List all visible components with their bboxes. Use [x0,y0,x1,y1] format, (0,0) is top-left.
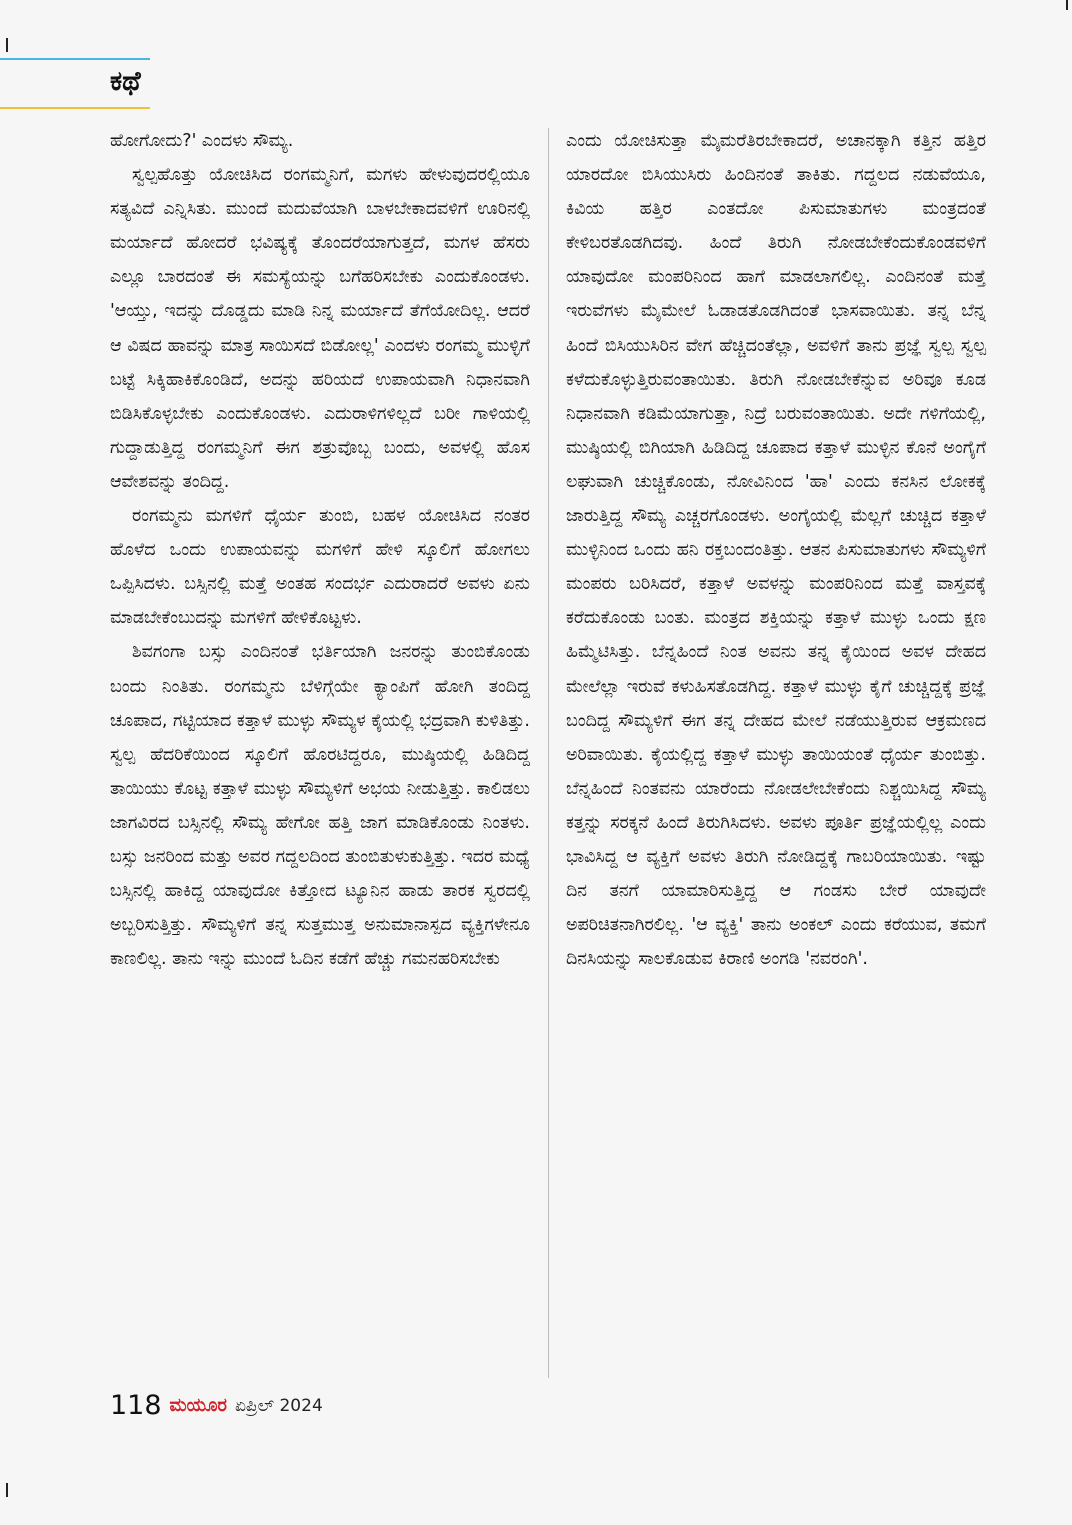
paragraph: ಸ್ವಲ್ಪಹೊತ್ತು ಯೋಚಿಸಿದ ರಂಗಮ್ಮನಿಗೆ, ಮಗಳು ಹೇಳುವುದರಲ್ಲಿಯೂ ಸತ್ಯವಿದೆ ಎನ್ನಿಸಿತು. ಮುಂದೆ ಮದುವೆಯಾಗಿ ಬಾಳಬೇಕಾದವಳಿಗೆ ಊರಿನಲ್ಲಿ ಮರ್ಯಾದೆ ಹೋದರೆ ಭವಿಷ್ಯಕ್ಕೆ ತೊಂದರೆಯಾಗುತ್ತದೆ, ಮಗಳ ಹೆಸರು ಎಲ್ಲೂ ಬಾರದಂತೆ ಈ ಸಮಸ್ಯೆಯನ್ನು ಬಗೆಹರಿಸಬೇಕು ಎಂದುಕೊಂಡಳು. 'ಆಯ್ತು, ಇದನ್ನು ದೊಡ್ಡದು ಮಾಡಿ ನಿನ್ನ ಮರ್ಯಾದೆ ತೆಗೆಯೋದಿಲ್ಲ. ಆದರೆ ಆ ವಿಷದ ಹಾವನ್ನು ಮಾತ್ರ ಸಾಯಿಸದೆ ಬಿಡೋಲ್ಲ' ಎಂದಳು ರಂಗಮ್ಮ ಮುಳ್ಳಿಗೆ ಬಟ್ಟೆ ಸಿಕ್ಕಿಹಾಕಿಕೊಂಡಿದೆ, ಅದನ್ನು ಹರಿಯದೆ ಉಪಾಯವಾಗಿ ನಿಧಾನವಾಗಿ ಬಿಡಿಸಿಕೊಳ್ಳಬೇಕು ಎಂದುಕೊಂಡಳು. ಎದುರಾಳಿಗಳಿಲ್ಲದೆ ಬರೀ ಗಾಳಿಯಲ್ಲಿ ಗುದ್ದಾಡುತ್ತಿದ್ದ ರಂಗಮ್ಮನಿಗೆ ಈಗ ಶತ್ರುವೊಬ್ಬ ಬಂದು, ಅವಳಲ್ಲಿ ಹೊಸ ಆವೇಶವನ್ನು ತಂದಿದ್ದ. [110,165,530,492]
section-header [0,58,150,110]
section-rule-top [0,58,150,60]
issue-date: ಏಪ್ರಿಲ್ 2024 [234,1395,323,1416]
crop-mark [6,38,8,52]
page-number: 118 [110,1390,162,1421]
paragraph: ಶಿವಗಂಗಾ ಬಸ್ಸು ಎಂದಿನಂತೆ ಭರ್ತಿಯಾಗಿ ಜನರನ್ನು ತುಂಬಿಕೊಂಡು ಬಂದು ನಿಂತಿತು. ರಂಗಮ್ಮನು ಬೆಳಿಗ್ಗೆಯೇ ಕ್ಯಾಂಪಿಗೆ ಹೋಗಿ ತಂದಿದ್ದ ಚೂಪಾದ, ಗಟ್ಟಿಯಾದ ಕತ್ತಾಳೆ ಮುಳ್ಳು ಸೌಮ್ಯಳ ಕೈಯಲ್ಲಿ ಭದ್ರವಾಗಿ ಕುಳಿತಿತ್ತು. ಸ್ವಲ್ಪ ಹೆದರಿಕೆಯಿಂದ ಸ್ಕೂಲಿಗೆ ಹೊರಟಿದ್ದರೂ, ಮುಷ್ಠಿಯಲ್ಲಿ ಹಿಡಿದಿದ್ದ ತಾಯಿಯು ಕೊಟ್ಟ ಕತ್ತಾಳೆ ಮುಳ್ಳು ಸೌಮ್ಯಳಿಗೆ ಅಭಯ ನೀಡುತ್ತಿತ್ತು. ಕಾಲಿಡಲು ಜಾಗವಿರದ ಬಸ್ಸಿನಲ್ಲಿ ಸೌಮ್ಯ ಹೇಗೋ ಹತ್ತಿ ಜಾಗ ಮಾಡಿಕೊಂಡು ನಿಂತಳು. ಬಸ್ಸು ಜನರಿಂದ ಮತ್ತು ಅವರ ಗದ್ದಲದಿಂದ ತುಂಬಿತುಳುಕುತ್ತಿತ್ತು. ಇದರ ಮಧ್ಯೆ ಬಸ್ಸಿನಲ್ಲಿ ಹಾಕಿದ್ದ ಯಾವುದೋ ಕಿತ್ತೋದ ಟ್ಯೂನಿನ ಹಾಡು ತಾರಕ ಸ್ವರದಲ್ಲಿ ಅಬ್ಬರಿಸುತ್ತಿತ್ತು. ಸೌಮ್ಯಳಿಗೆ ತನ್ನ ಸುತ್ತಮುತ್ತ ಅನುಮಾನಾಸ್ಪದ ವ್ಯಕ್ತಿಗಳೇನೂ ಕಾಣಲಿಲ್ಲ. ತಾನು ಇನ್ನು ಮುಂದೆ ಓದಿನ ಕಡೆಗೆ ಹೆಚ್ಚು ಗಮನಹರಿಸಬೇಕು [110,642,530,970]
paragraph: ಎಂದು ಯೋಚಿಸುತ್ತಾ ಮೈಮರೆತಿರಬೇಕಾದರೆ, ಅಚಾನಕ್ಕಾಗಿ ಕತ್ತಿನ ಹತ್ತಿರ ಯಾರದೋ ಬಿಸಿಯುಸಿರು ಹಿಂದಿನಂತೆ ತಾಕಿತು. ಗದ್ದಲದ ನಡುವೆಯೂ, ಕಿವಿಯ ಹತ್ತಿರ ಎಂತದೋ ಪಿಸುಮಾತುಗಳು ಮಂತ್ರದಂತೆ ಕೇಳಿಬರತೊಡಗಿದವು. ಹಿಂದೆ ತಿರುಗಿ ನೋಡಬೇಕೆಂದುಕೊಂಡವಳಿಗೆ ಯಾವುದೋ ಮಂಪರಿನಿಂದ ಹಾಗೆ ಮಾಡಲಾಗಲಿಲ್ಲ. ಎಂದಿನಂತೆ ಮತ್ತೆ ಇರುವೆಗಳು ಮೈಮೇಲೆ ಓಡಾಡತೊಡಗಿದಂತೆ ಭಾಸವಾಯಿತು. ತನ್ನ ಬೆನ್ನ ಹಿಂದೆ ಬಿಸಿಯುಸಿರಿನ ವೇಗ ಹೆಚ್ಚಿದಂತೆಲ್ಲಾ, ಅವಳಿಗೆ ತಾನು ಪ್ರಜ್ಞೆ ಸ್ವಲ್ಪ ಸ್ವಲ್ಪ ಕಳೆದುಕೊಳ್ಳುತ್ತಿರುವಂತಾಯಿತು. ತಿರುಗಿ ನೋಡಬೇಕೆನ್ನುವ ಅರಿವೂ ಕೂಡ ನಿಧಾನವಾಗಿ ಕಡಿಮೆಯಾಗುತ್ತಾ, ನಿದ್ರೆ ಬರುವಂತಾಯಿತು. ಅದೇ ಗಳಿಗೆಯಲ್ಲಿ, ಮುಷ್ಠಿಯಲ್ಲಿ ಬಿಗಿಯಾಗಿ ಹಿಡಿದಿದ್ದ ಚೂಪಾದ ಕತ್ತಾಳೆ ಮುಳ್ಳಿನ ಕೊನೆ ಅಂಗೈಗೆ ಲಘುವಾಗಿ ಚುಚ್ಚಿಕೊಂಡು, ನೋವಿನಿಂದ 'ಹಾ' ಎಂದು ಕನಸಿನ ಲೋಕಕ್ಕೆ ಜಾರುತ್ತಿದ್ದ ಸೌಮ್ಯ ಎಚ್ಚರಗೊಂಡಳು. ಅಂಗೈಯಲ್ಲಿ ಮೆಲ್ಲಗೆ ಚುಚ್ಚಿದ ಕತ್ತಾಳೆ ಮುಳ್ಳಿನಿಂದ ಒಂದು ಹನಿ ರಕ್ತಬಂದಂತಿತ್ತು. ಆತನ ಪಿಸುಮಾತುಗಳು ಸೌಮ್ಯಳಿಗೆ ಮಂಪರು ಬರಿಸಿದರೆ, ಕತ್ತಾಳೆ ಅವಳನ್ನು ಮಂಪರಿನಿಂದ ಮತ್ತೆ ವಾಸ್ತವಕ್ಕೆ ಕರೆದುಕೊಂಡು ಬಂತು. ಮಂತ್ರದ ಶಕ್ತಿಯನ್ನು ಕತ್ತಾಳೆ ಮುಳ್ಳು ಒಂದು ಕ್ಷಣ ಹಿಮ್ಮೆಟಿಸಿತ್ತು. ಬೆನ್ನಹಿಂದೆ ನಿಂತ ಅವನು ತನ್ನ ಕೈಯಿಂದ ಅವಳ ದೇಹದ ಮೇಲೆಲ್ಲಾ ಇರುವೆ ಕಳುಹಿಸತೊಡಗಿದ್ದ. ಕತ್ತಾಳೆ ಮುಳ್ಳು ಕೈಗೆ ಚುಚ್ಚಿದ್ದಕ್ಕೆ ಪ್ರಜ್ಞೆ ಬಂದಿದ್ದ ಸೌಮ್ಯಳಿಗೆ ಈಗ ತನ್ನ ದೇಹದ ಮೇಲೆ ನಡೆಯುತ್ತಿರುವ ಆಕ್ರಮಣದ ಅರಿವಾಯಿತು. ಕೈಯಲ್ಲಿದ್ದ ಕತ್ತಾಳೆ ಮುಳ್ಳು ತಾಯಿಯಂತೆ ಧೈರ್ಯ ತುಂಬಿತ್ತು. ಬೆನ್ನಹಿಂದೆ ನಿಂತವನು ಯಾರೆಂದು ನೋಡಲೇಬೇಕೆಂದು ನಿಶ್ಚಯಿಸಿದ್ದ ಸೌಮ್ಯ ಕತ್ತನ್ನು ಸರಕ್ಕನೆ ಹಿಂದೆ ತಿರುಗಿಸಿದಳು. ಅವಳು ಪೂರ್ತಿ ಪ್ರಜ್ಞೆಯಲ್ಲಿಲ್ಲ ಎಂದು ಭಾವಿಸಿದ್ದ ಆ ವ್ಯಕ್ತಿಗೆ ಅವಳು ತಿರುಗಿ ನೋಡಿದ್ದಕ್ಕೆ ಗಾಬರಿಯಾಯಿತು. ಇಷ್ಟು ದಿನ ತನಗೆ ಯಾಮಾರಿಸುತ್ತಿದ್ದ ಆ ಗಂಡಸು ಬೇರೆ ಯಾವುದೇ ಅಪರಿಚಿತನಾಗಿರಲಿಲ್ಲ. 'ಆ ವ್ಯಕ್ತಿ' ತಾನು ಅಂಕಲ್ ಎಂದು ಕರೆಯುವ, ತಮಗೆ ದಿನಸಿಯನ್ನು ಸಾಲಕೊಡುವ ಕಿರಾಣಿ ಅಂಗಡಿ 'ನವರಂಗಿ'. [566,131,986,970]
paragraph: ರಂಗಮ್ಮನು ಮಗಳಿಗೆ ಧೈರ್ಯ ತುಂಬಿ, ಬಹಳ ಯೋಚಿಸಿದ ನಂತರ ಹೊಳೆದ ಒಂದು ಉಪಾಯವನ್ನು ಮಗಳಿಗೆ ಹೇಳಿ ಸ್ಕೂಲಿಗೆ ಹೋಗಲು ಒಪ್ಪಿಸಿದಳು. ಬಸ್ಸಿನಲ್ಲಿ ಮತ್ತೆ ಅಂತಹ ಸಂದರ್ಭ ಎದುರಾದರೆ ಅವಳು ಏನು ಮಾಡಬೇಕೆಂಬುದನ್ನು ಮಗಳಿಗೆ ಹೇಳಿಕೊಟ್ಟಳು. [110,506,530,629]
paragraph: ಹೋಗೋದು?' ಎಂದಳು ಸೌಮ್ಯ. [110,131,294,151]
column-divider [548,128,549,1378]
crop-mark [1066,0,1068,10]
article-column-left [110,124,530,976]
section-title: ಕಥೆ [110,66,141,97]
magazine-logo: ಮಯೂರ [169,1395,227,1416]
article-column-right [566,124,986,976]
crop-mark [6,1483,8,1497]
section-rule-bottom [0,107,150,109]
page-footer [110,1390,323,1430]
